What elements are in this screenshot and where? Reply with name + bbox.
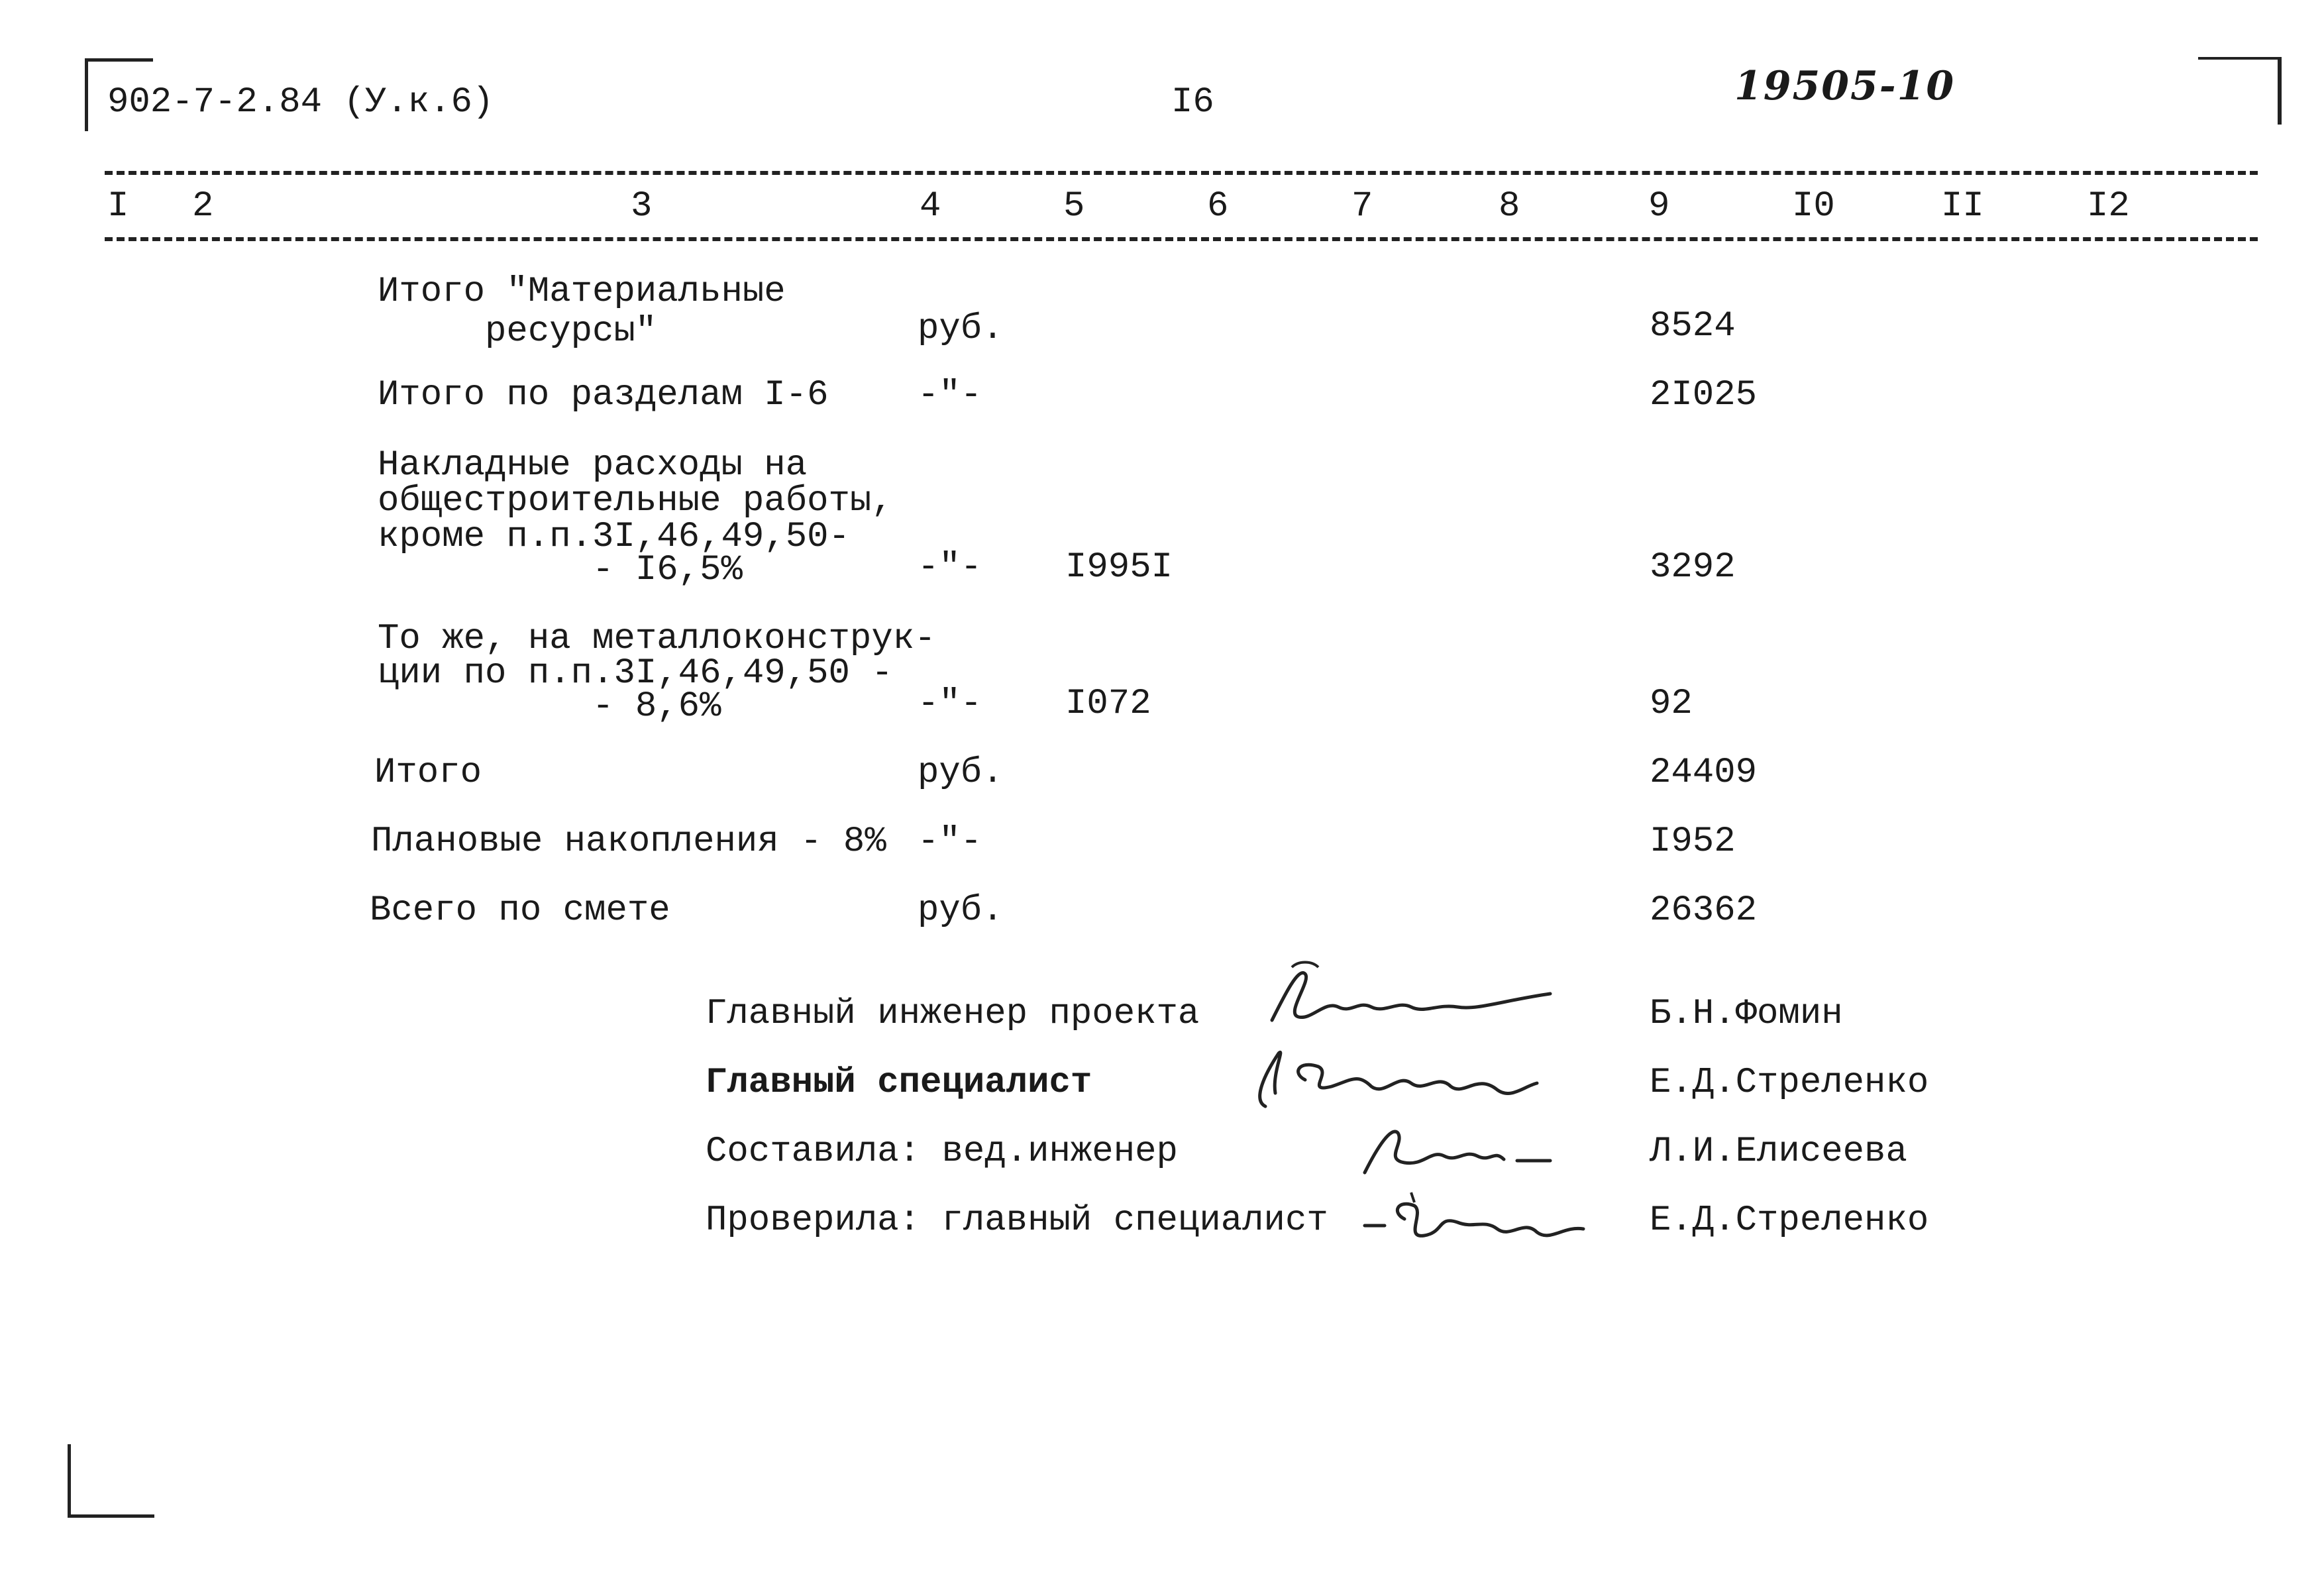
column-number: 4 <box>920 186 941 227</box>
handwritten-signature <box>1259 954 1577 1040</box>
handwritten-signature <box>1358 1179 1597 1259</box>
column-number: II <box>1941 186 1984 227</box>
column-number: 2 <box>192 186 214 227</box>
row-description-line: общестроительные работы, <box>378 481 893 521</box>
signature-role: Главный специалист <box>706 1063 1092 1103</box>
page-number: I6 <box>1171 82 1214 123</box>
row-total-value: I952 <box>1650 821 1736 862</box>
row-description-line: Итого "Материальные <box>378 272 786 312</box>
row-total-value: 3292 <box>1650 547 1736 588</box>
signature-role: Составила: вед.инженер <box>706 1132 1178 1172</box>
row-description-line: ресурсы" <box>378 311 657 352</box>
column-number: I0 <box>1792 186 1835 227</box>
frame-corner-top-right <box>2198 57 2282 125</box>
row-unit: руб. <box>918 890 1004 931</box>
column-number: 5 <box>1063 186 1085 227</box>
row-description-line: Итого по разделам I-6 <box>378 375 829 415</box>
row-unit: -"- <box>918 547 982 588</box>
handwritten-signature <box>1351 1113 1563 1186</box>
column-number: 6 <box>1207 186 1229 227</box>
signature-role: Главный инженер проекта <box>706 994 1200 1034</box>
row-unit: -"- <box>918 375 982 415</box>
column-number: 7 <box>1351 186 1373 227</box>
column-number: I2 <box>2087 186 2130 227</box>
row-unit: -"- <box>918 821 982 862</box>
row-total-value: 24409 <box>1650 753 1758 793</box>
row-unit: -"- <box>918 684 982 724</box>
column-number: I <box>107 186 129 227</box>
handwritten-signature <box>1245 1033 1550 1120</box>
signature-name: Л.И.Елисеева <box>1650 1132 1907 1172</box>
row-unit: руб. <box>918 753 1004 793</box>
row-description-line: кроме п.п.3I,46,49,50- <box>378 517 850 557</box>
row-description-line: Итого <box>374 753 482 793</box>
signature-name: Е.Д.Стреленко <box>1650 1063 1929 1103</box>
signature-name: Е.Д.Стреленко <box>1650 1200 1929 1241</box>
column-number: 8 <box>1499 186 1520 227</box>
row-total-value: 92 <box>1650 684 1693 724</box>
row-unit: руб. <box>918 309 1004 349</box>
frame-corner-bottom-left <box>68 1444 154 1518</box>
document-code: 902-7-2.84 (У.к.6) <box>107 82 494 123</box>
signature-role: Проверила: главный специалист <box>706 1200 1328 1241</box>
row-total-value: 8524 <box>1650 306 1736 346</box>
row-description-line: ции по п.п.3I,46,49,50 - <box>378 653 893 694</box>
handwritten-number: 19505-10 <box>1734 63 1956 109</box>
row-description-line: То же, на металлоконструк- <box>378 619 936 659</box>
row-base-value: I072 <box>1065 684 1151 724</box>
row-total-value: 2I025 <box>1650 375 1758 415</box>
column-number: 3 <box>631 186 653 227</box>
row-description-line: Всего по смете <box>370 890 670 931</box>
row-total-value: 26362 <box>1650 890 1758 931</box>
header-dashed-line-bottom <box>105 237 2258 241</box>
row-description-line: - 8,6% <box>378 686 721 727</box>
column-number: 9 <box>1648 186 1670 227</box>
row-description-line: - I6,5% <box>378 550 743 590</box>
header-dashed-line-top <box>105 171 2258 175</box>
row-base-value: I995I <box>1065 547 1173 588</box>
row-description-line: Плановые накопления - 8% <box>371 821 886 862</box>
row-description-line: Накладные расходы на <box>378 445 808 486</box>
signature-name: Б.Н.Фомин <box>1650 994 1843 1034</box>
